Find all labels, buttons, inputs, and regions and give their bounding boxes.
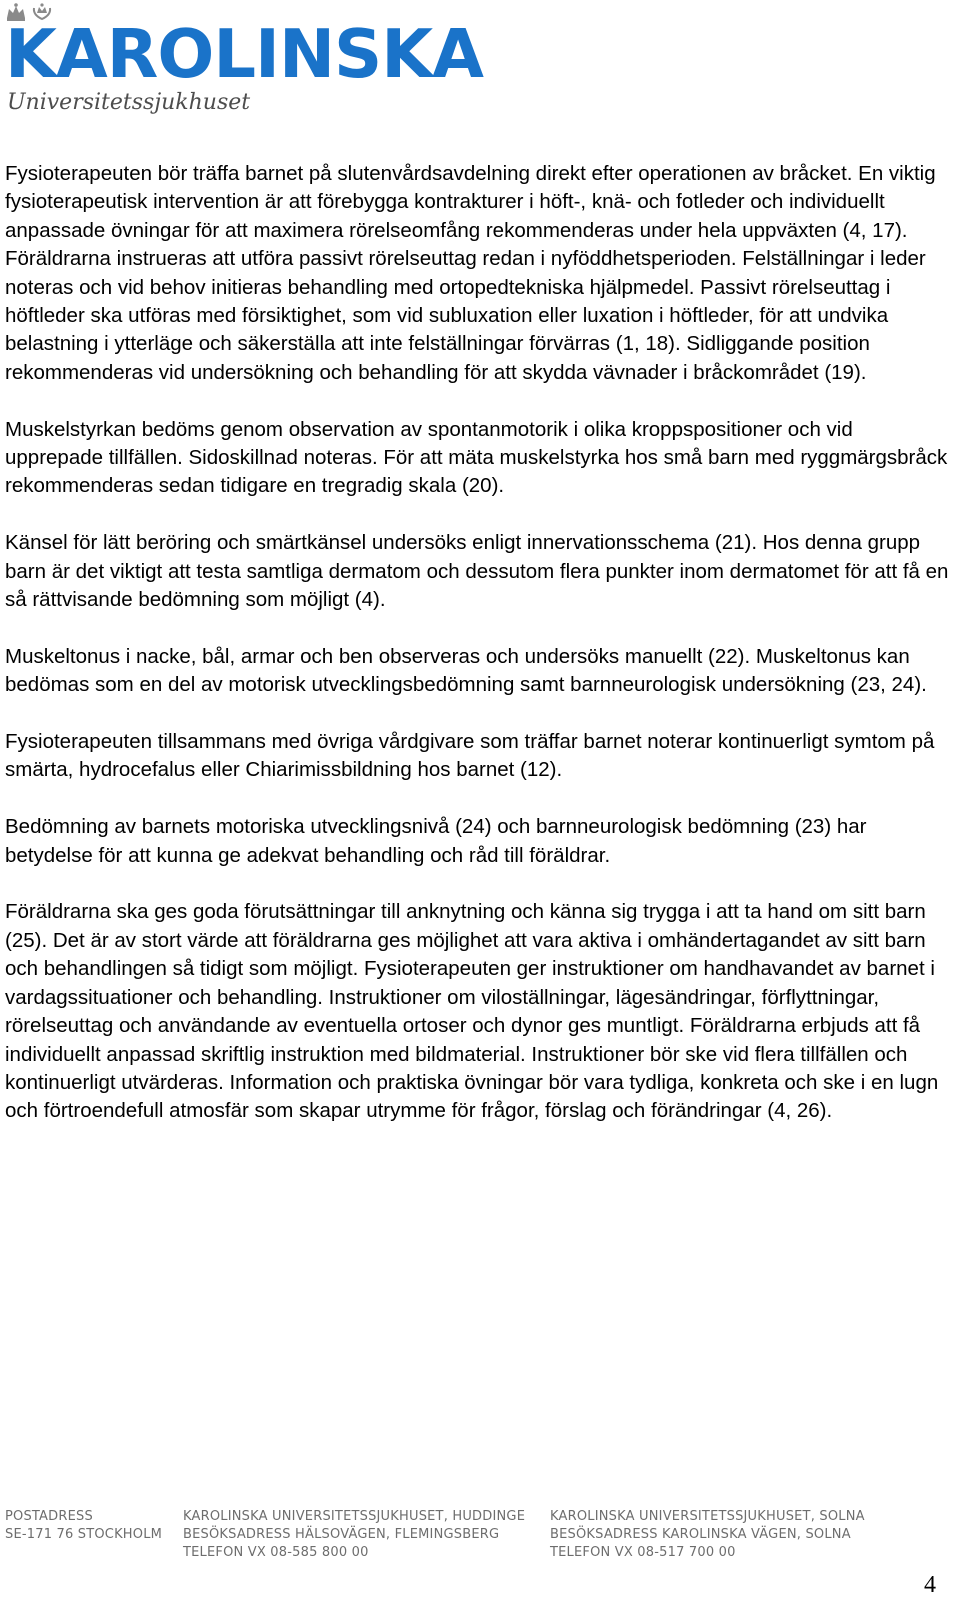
footer-solna: [550, 1508, 865, 1562]
paragraph: Muskelstyrkan bedöms genom observation av spontanmotorik i olika kroppspositioner och vid upprepade tillfällen. Sidoskillnad noteras. För att mäta muskelstyrka hos små barn med ryggmärgsbråck rekommenderas sedan tidigare en tregradig skala (20).: [5, 417, 948, 498]
logo-wordmark: KAROLINSKA: [5, 15, 484, 93]
paragraph: Bedömning av barnets motoriska utvecklingsnivå (24) och barnneurologisk bedömning (23) har betydelse för att kunna ge adekvat behandling och råd till föräldrar.: [5, 815, 867, 867]
footer-postal-address: [5, 1508, 162, 1544]
paragraph: Fysioterapeuten tillsammans med övriga vårdgivare som träffar barnet noterar kontinuerligt symtom på smärta, hydrocefalus eller Chiarimissbildning hos barnet (12).: [5, 730, 935, 782]
karolinska-logo: [5, 2, 525, 122]
paragraph: Fysioterapeuten bör träffa barnet på slutenvårdsavdelning direkt efter operationen av bråcket. En viktig fysioterapeutisk intervention är att förebygga kontrakturer i höft-, knä- och fotleder och individuellt anpassade övningar för att maximera rörelseomfång rekommenderas under hela uppväxten (4, 17). Föräldrarna instrueras att utföra passivt rörelseuttag redan i nyföddhetsperioden. Felställningar i leder noteras och vid behov initieras behandling med ortopedtekniska hjälpmedel. Passivt rörelseuttag i höftleder ska utföras med försiktighet, som vid subluxation eller luxation i höftleder, för att undvika belastning i ytterläge och säkerställa att inte felställningar förvärras (1, 18). Sidliggande position rekommenderas vid undersökning och behandling för att skydda vävnader i bråckområdet (19).: [5, 162, 936, 384]
footer-huddinge-phone: TELEFON VX 08-585 800 00: [183, 1545, 369, 1560]
footer-huddinge-visit: BESÖKSADRESS HÄLSOVÄGEN, FLEMINGSBERG: [183, 1527, 500, 1542]
footer-huddinge-name: KAROLINSKA UNIVERSITETSSJUKHUSET, HUDDINGE: [183, 1509, 526, 1524]
footer-postal-label: POSTADRESS: [5, 1509, 93, 1524]
footer-postal-city: SE-171 76 STOCKHOLM: [5, 1527, 163, 1542]
footer-solna-name: KAROLINSKA UNIVERSITETSSJUKHUSET, SOLNA: [550, 1509, 865, 1524]
footer: [5, 1508, 925, 1568]
footer-huddinge: [183, 1508, 525, 1562]
footer-solna-phone: TELEFON VX 08-517 700 00: [550, 1545, 736, 1560]
paragraph: Känsel för lätt beröring och smärtkänsel undersöks enligt innervationsschema (21). Hos denna grupp barn är det viktigt att testa samtliga dermatom och dessutom flera punkter inom dermatomet för att få en så rättvisande bedömning som möjligt (4).: [5, 531, 949, 612]
logo-subtitle: Universitetssjukhuset: [7, 90, 251, 115]
page-number: 4: [924, 1572, 936, 1598]
body-text: [5, 160, 955, 1154]
paragraph: Föräldrarna ska ges goda förutsättningar till anknytning och känna sig trygga i att ta hand om sitt barn (25). Det är av stort värde att föräldrarna ges möjlighet att vara aktiva i omhändertagandet av sitt barn och behandlingen så tidigt som möjligt. Fysioterapeuten ger instruktioner om handhavandet av barnet i vardagssituationer och behandling. Instruktioner om viloställningar, lägesändringar, förflyttningar, rörelseuttag och användande av eventuella ortoser och dynor ges muntligt. Föräldrarna erbjuds att få individuellt anpassad skriftlig instruktion med bildmaterial. Instruktioner bör ske vid flera tillfällen och kontinuerligt utvärderas. Information och praktiska övningar bör vara tydliga, konkreta och ske i en lugn och förtroendefull atmosfär som skapar utrymme för frågor, förslag och förändringar (4, 26).: [5, 900, 939, 1123]
paragraph: Muskeltonus i nacke, bål, armar och ben observeras och undersöks manuellt (22). Muskeltonus kan bedömas som en del av motorisk utvecklingsbedömning samt barnneurologisk undersökning (23, 24).: [5, 644, 927, 697]
footer-solna-visit: BESÖKSADRESS KAROLINSKA VÄGEN, SOLNA: [550, 1527, 851, 1542]
